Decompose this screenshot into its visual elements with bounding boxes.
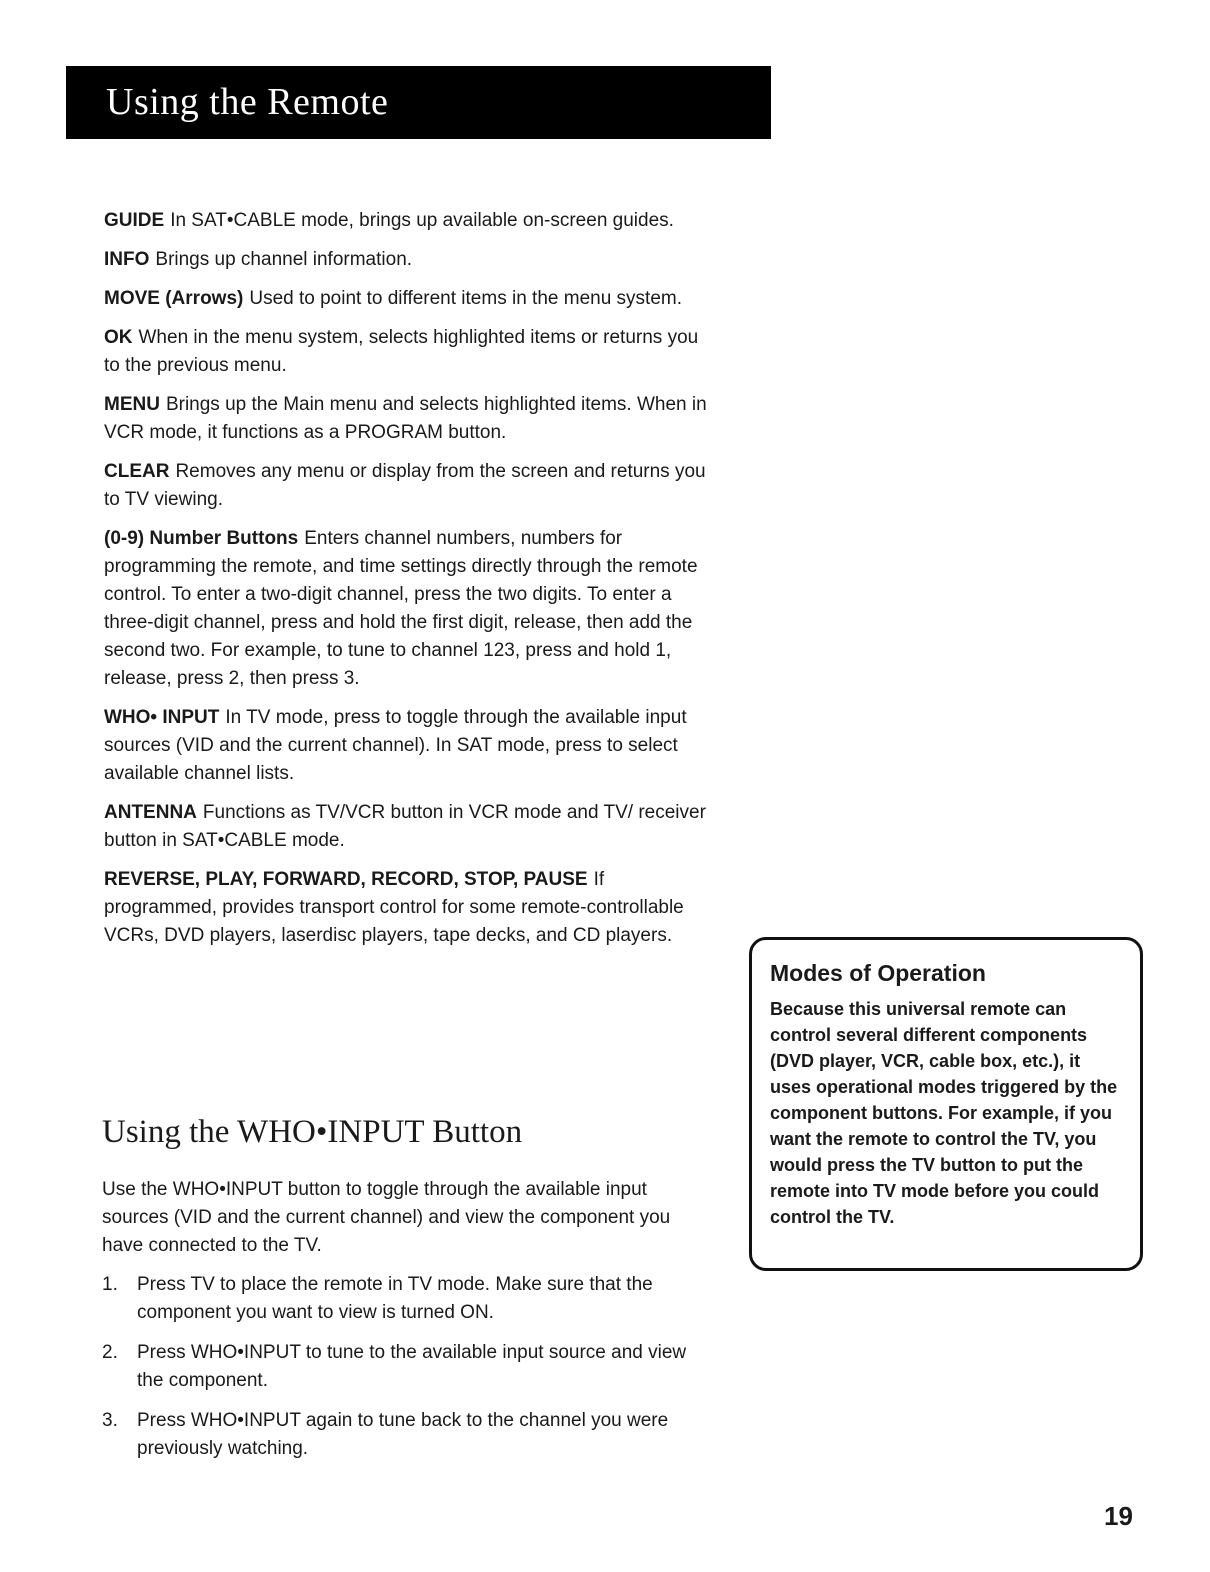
definition-term: MOVE (Arrows) xyxy=(104,288,244,309)
step-number: 2. xyxy=(102,1342,118,1363)
definition-term: REVERSE, PLAY, FORWARD, RECORD, STOP, PAUSE xyxy=(104,869,588,890)
definition-text: Brings up channel information. xyxy=(155,249,413,270)
definition-term: CLEAR xyxy=(104,461,170,482)
definition-text: Brings up the Main menu and selects highlighted items. When in VCR mode, it functions as a PROGRAM button. xyxy=(104,394,707,443)
definition-text: Functions as TV/VCR button in VCR mode and TV/ receiver button in SAT•CABLE mode. xyxy=(104,802,706,851)
definition-text: When in the menu system, selects highlighted items or returns you to the previous menu. xyxy=(104,327,699,376)
definition-number-buttons xyxy=(104,525,716,693)
definition-menu xyxy=(104,391,716,447)
step-number: 1. xyxy=(102,1274,118,1295)
section-intro: Use the WHO•INPUT button to toggle through the available input sources (VID and the current channel) and view the component you have connected to the TV. xyxy=(102,1179,671,1256)
definition-text: Enters channel numbers, numbers for programming the remote, and time settings directly through the remote control. To enter a two-digit channel, press the two digits. To enter a three-digit channel, press and hold the first digit, release, then add the second two. For example, to tune to channel 123, press and hold 1, release, press 2, then press 3. xyxy=(104,528,698,689)
definition-who-input xyxy=(104,704,716,788)
list-item xyxy=(102,1407,714,1463)
modes-of-operation-box xyxy=(749,937,1143,1271)
sidebar-body: Because this universal remote can control several different components (DVD player, VCR, cable box, etc.), it uses operational modes triggered by the component buttons. For example, if you want the remote to control the TV, you would press the TV button to put the remote into TV mode before you could control the TV. xyxy=(770,999,1118,1227)
definition-antenna xyxy=(104,799,716,855)
step-text: Press TV to place the remote in TV mode. Make sure that the component you want to view is turned ON. xyxy=(137,1274,653,1323)
definition-text: Removes any menu or display from the screen and returns you to TV viewing. xyxy=(104,461,706,510)
list-item xyxy=(102,1271,714,1327)
definition-text: In SAT•CABLE mode, brings up available on-screen guides. xyxy=(170,210,674,231)
step-text: Press WHO•INPUT to tune to the available input source and view the component. xyxy=(137,1342,687,1391)
definition-text: In TV mode, press to toggle through the available input sources (VID and the current channel). In SAT mode, press to select available channel lists. xyxy=(104,707,687,784)
definition-clear xyxy=(104,458,716,514)
section-heading: Using the WHO•INPUT Button xyxy=(102,1114,523,1150)
definition-term: ANTENNA xyxy=(104,802,197,823)
button-definitions xyxy=(104,207,716,961)
definition-guide xyxy=(104,207,716,235)
step-number: 3. xyxy=(102,1410,118,1431)
sidebar-title: Modes of Operation xyxy=(770,960,986,986)
definition-term: GUIDE xyxy=(104,210,165,231)
step-text: Press WHO•INPUT again to tune back to the channel you were previously watching. xyxy=(137,1410,669,1459)
definition-text: Used to point to different items in the menu system. xyxy=(249,288,682,309)
page-title: Using the Remote xyxy=(106,81,389,123)
definition-move xyxy=(104,285,716,313)
definition-ok xyxy=(104,324,716,380)
steps-list xyxy=(102,1271,714,1475)
definition-transport xyxy=(104,866,716,950)
definition-term: (0-9) Number Buttons xyxy=(104,528,299,549)
header-bar xyxy=(66,66,771,139)
definition-term: INFO xyxy=(104,249,150,270)
definition-info xyxy=(104,246,716,274)
list-item xyxy=(102,1339,714,1395)
page-number: 19 xyxy=(1104,1501,1133,1531)
definition-term: MENU xyxy=(104,394,160,415)
definition-term: OK xyxy=(104,327,133,348)
definition-term: WHO• INPUT xyxy=(104,707,220,728)
definition-text: If programmed, provides transport control for some remote-controllable VCRs, DVD players, laserdisc players, tape decks, and CD players. xyxy=(104,869,684,946)
